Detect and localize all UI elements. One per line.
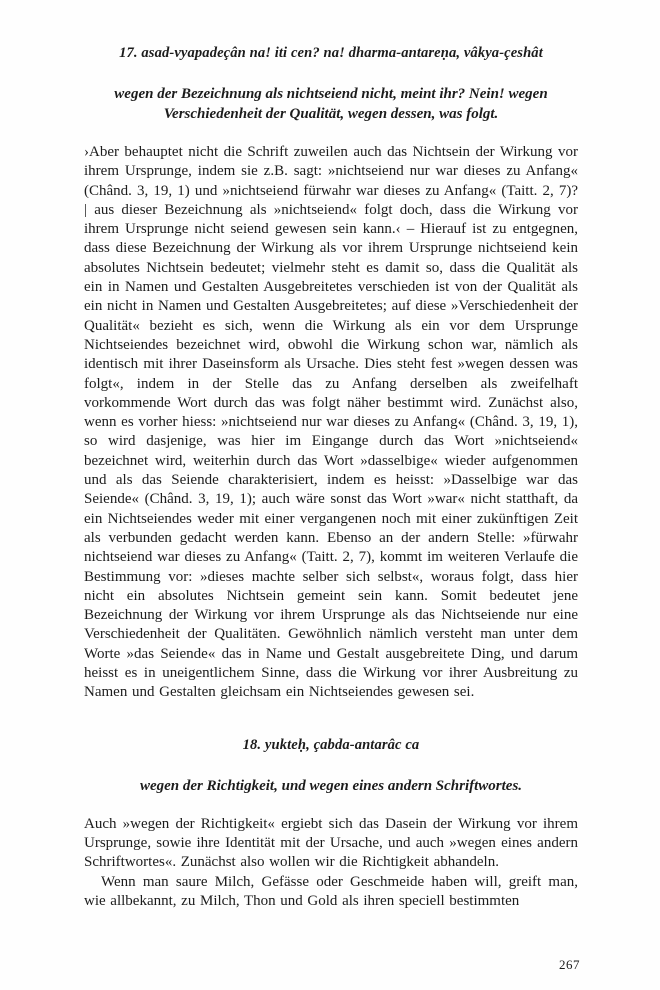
sutra-17-heading: 17. asad-vyapadeçân na! iti cen? na! dharma-antareṇa, vâkya-çeshât (119, 45, 543, 61)
sutra-18-commentary-paragraph: Auch »wegen der Richtigkeit« ergiebt sich das Dasein der Wirkung vor ihrem Ursprunge, sowie ihre Identität mit der Ursache, und auch »wegen eines andern Schriftwortes«. Zunächst also wollen wir die Richtigkeit abhandeln. (84, 815, 578, 871)
sutra-18-translation-heading: wegen der Richtigkeit, und wegen eines andern Schriftwortes. (139, 777, 523, 794)
sutra-17-translation-heading: wegen der Bezeichnung als nichtseiend nicht, meint ihr? Nein! wegen Verschiedenheit der Qualität, wegen dessen, was folgt. (114, 86, 548, 122)
sutra-17-commentary-paragraph: ›Aber behauptet nicht die Schrift zuweilen auch das Nichtsein der Wirkung vor ihrem Ursprunge, indem sie z.B. sagt: »nichtseiend nur war dieses zu Anfang« (Chând. 3, 19, 1) und »nichtseiend fürwahr war dieses zu Anfang« (Taitt. 2, 7)? | aus dieser Bezeichnung als »nichtseiend« folgt doch, dass die Wirkung vor ihrem Ursprunge nicht seiend gewesen sein kann.‹ – Hierauf ist zu entgegnen, dass diese Bezeichnung der Wirkung als vor ihrem Ursprunge nichtseiend kein absolutes Nichtsein bedeutet; vielmehr steht es damit so, dass die Qualität als ein in Namen und Gestalten Ausgebreitetes verschieden ist von der Qualität als ein nicht in Namen und Gestalten Ausgebreitetes; auf diese »Verschiedenheit der Qualität« bezieht es sich, wenn die Wirkung als ein vor dem Ursprunge Nichtseiendes bezeichnet wird, obwohl die Wirkung schon war, nämlich als identisch mit ihrer Daseinsform als Ursache. Dies steht fest »wegen dessen was folgt«, indem in der Stelle das zu Anfang derselben als zweifelhaft vorkommende Wort durch das was folgt näher bestimmt wird. Zunächst also, wenn es vorher hiess: »nichtseiend nur war dieses zu Anfang« (Chând. 3, 19, 1), so wird dasjenige, was hier im Eingange durch das Wort »nichtseiend« bezeichnet wird, weiterhin durch das Wort »dasselbige« wieder aufgenommen und als das Seiende charakterisiert, indem es heisst: »Dasselbige war das Seiende« (Chând. 3, 19, 1); auch wäre sonst das Wort »war« nicht statthaft, da ein Nichtseiendes weder mit einer vergangenen noch mit einer zukünftigen Zeit als verbunden gedacht werden kann. Ebenso an der andern Stelle: »fürwahr nichtseiend war dieses zu Anfang« (Taitt. 2, 7), kommt im weiteren Verlaufe die Bestimmung vor: »dieses machte selber sich selbst«, woraus folgt, dass hier nicht ein absolutes Nichtsein gemeint sein kann. Somit bedeutet jene Bezeichnung der Wirkung vor ihrem Ursprunge als das Nichtseiende nur eine Verschiedenheit der Qualitäten. Gewöhnlich nämlich versteht man unter dem Worte »das Seiende« das in Name und Gestalt ausgebreitete Ding, und darum heisst es in uneigentlichem Sinne, dass die Wirkung vor ihrer Ausbreitung zu Namen und Gestalten gleichsam ein Nichtseiendes gewesen sei. (84, 144, 578, 701)
sutra-18-heading: 18. yukteḥ, çabda-antarâc ca (242, 736, 420, 753)
sutra-18-commentary-paragraph-2: Wenn man saure Milch, Gefässe oder Geschmeide haben will, greift man, wie allbekannt, zu Milch, Thon und Gold als ihren speciell bestimmten (84, 873, 578, 909)
section-sutra-18 (84, 736, 578, 911)
section-sutra-17 (84, 44, 578, 703)
page-number: 267 (559, 957, 580, 972)
